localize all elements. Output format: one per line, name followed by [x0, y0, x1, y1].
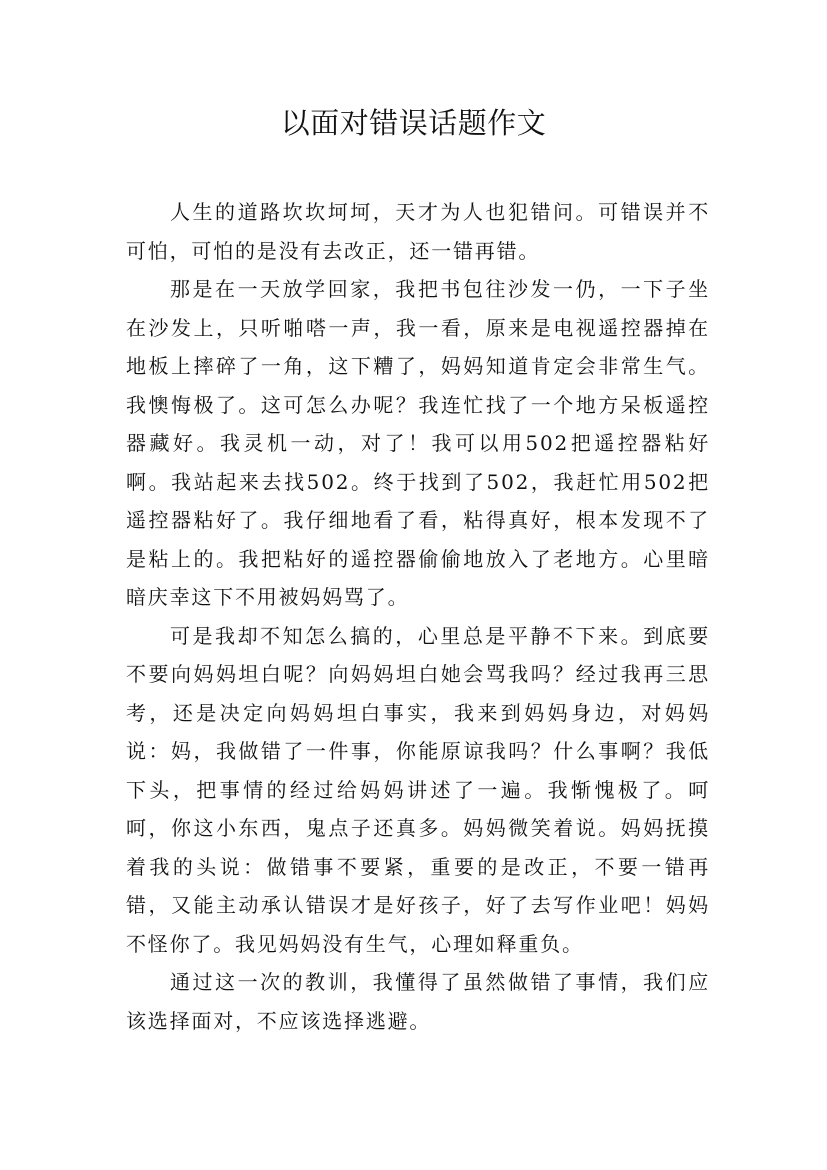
paragraph-3: 可是我却不知怎么搞的，心里总是平静不下来。到底要不要向妈妈坦白呢？向妈妈坦白她会骂我吗？经过我再三思考，还是决定向妈妈坦白事实，我来到妈妈身边，对妈妈说：妈，我做错了一件事，你能原谅我吗？什么事啊？我低下头，把事情的经过给妈妈讲述了一遍。我惭愧极了。呵呵，你这小东西，鬼点子还真多。妈妈微笑着说。妈妈抚摸着我的头说：做错事不要紧，重要的是改正，不要一错再错，又能主动承认错误才是好孩子，好了去写作业吧！妈妈不怪你了。我见妈妈没有生气，心理如释重负。	[126, 623, 710, 956]
paragraph-4: 通过这一次的教训，我懂得了虽然做错了事情，我们应该选择面对，不应该选择逃避。	[126, 970, 710, 1033]
essay-title: 以面对错误话题作文	[280, 106, 547, 140]
paragraph-1: 人生的道路坎坎坷坷，天才为人也犯错问。可错误并不可怕，可怕的是没有去改正，还一错再错。	[126, 200, 710, 263]
paragraph-2: 那是在一天放学回家，我把书包往沙发一仍，一下子坐在沙发上，只听啪嗒一声，我一看，原来是电视遥控器掉在地板上摔碎了一角，这下糟了，妈妈知道肯定会非常生气。我懊悔极了。这可怎么办呢？我连忙找了一个地方呆板遥控器藏好。我灵机一动，对了！我可以用502把遥控器粘好啊。我站起来去找502。终于找到了502，我赶忙用502把遥控器粘好了。我仔细地看了看，粘得真好，根本发现不了是粘上的。我把粘好的遥控器偷偷地放入了老地方。心里暗暗庆幸这下不用被妈妈骂了。	[126, 277, 710, 609]
essay-body	[126, 193, 710, 1040]
